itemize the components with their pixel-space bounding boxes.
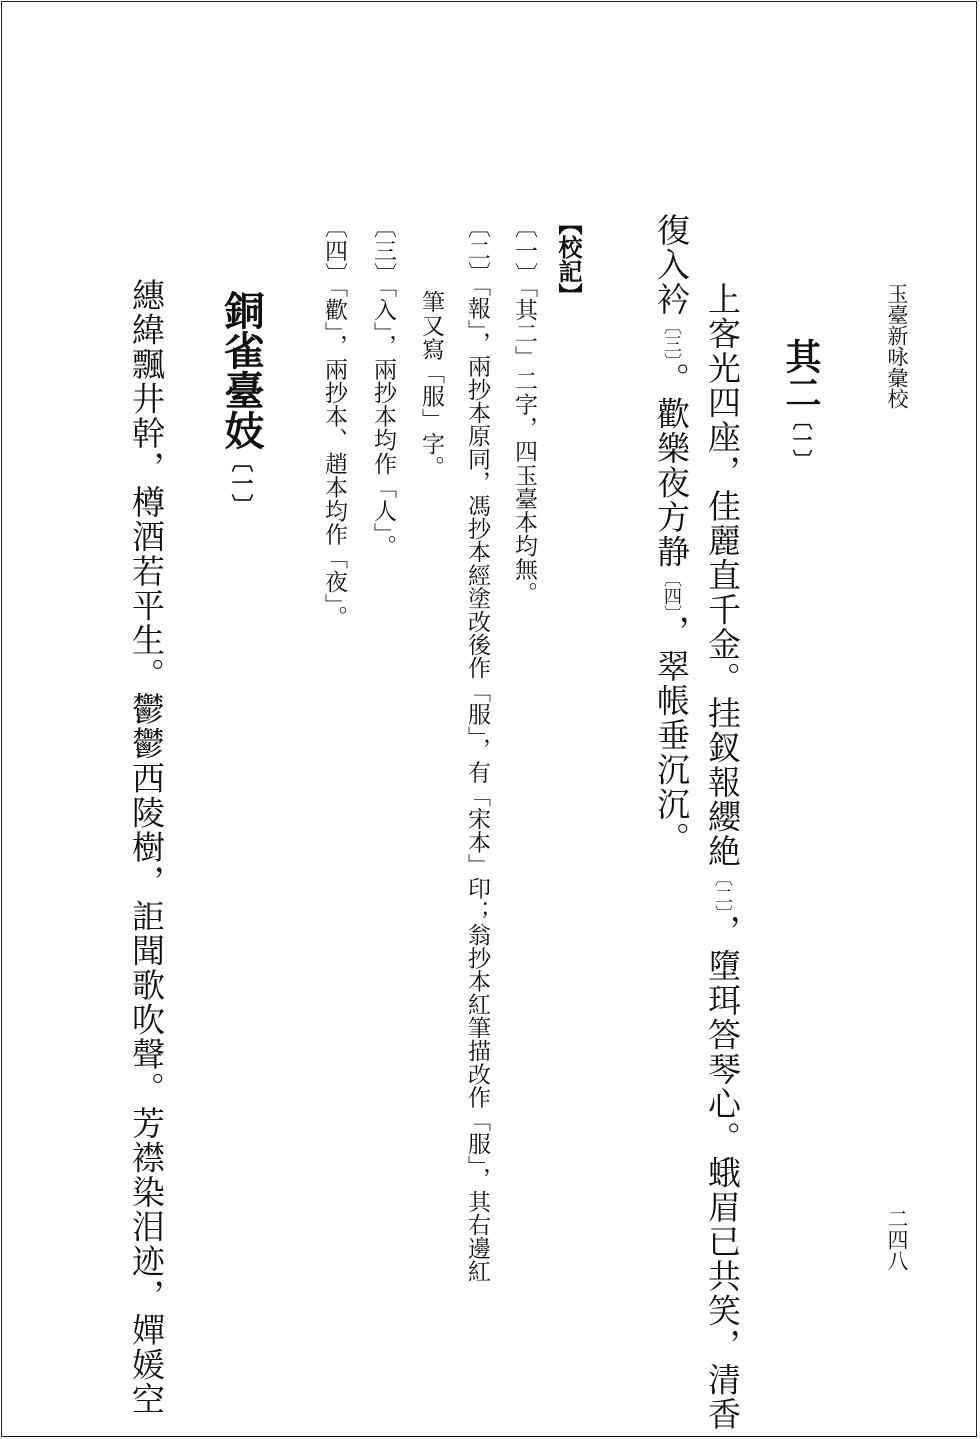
- poem-text-column: [652, 213, 691, 856]
- poem-title: [218, 290, 265, 516]
- poem-line-2b: 。歡樂夜方静: [652, 361, 691, 569]
- poem-text-column: 繐緯飄井幹，樽酒若平生。鬱鬱西陵樹，詎聞歌吹聲。芳襟染泪迹，嬋媛空: [127, 278, 166, 1417]
- poem-title: [780, 338, 822, 470]
- poem-line-1a: 上客光四座，佳麗直千金。挂釵報纓絶: [703, 282, 742, 869]
- collation-note-1: 〔一〕「其二」二字，四玉臺本均無。: [511, 215, 537, 605]
- poem-text-column: [703, 282, 742, 1432]
- running-header-title: 玉臺新咏彙校: [885, 283, 909, 409]
- collation-mark-4: 〔四〕: [661, 568, 682, 615]
- poem-title-note-mark: 〔一〕: [228, 450, 254, 516]
- page-number: 二四八: [885, 1208, 909, 1271]
- poem-line-2c: ，翠帳垂沉沉。: [652, 614, 691, 856]
- collation-mark-3: 〔三〕: [661, 316, 682, 362]
- poem-title-note-mark: 〔一〕: [789, 410, 813, 470]
- poem-line-2a: 復入衿: [652, 213, 691, 317]
- collation-note-3: 〔三〕「入」，兩抄本均作「人」。: [370, 215, 396, 559]
- collation-note-4: 〔四〕「歡」，兩抄本、趙本均作「夜」。: [321, 215, 347, 629]
- collation-mark-2: 〔二〕: [712, 868, 733, 914]
- poem-title-text: 銅雀臺妓: [218, 290, 265, 450]
- collation-note-2: 〔二〕「報」，兩抄本原同，馮抄本經塗改後作「服」，有「宋本」印；翁抄本紅筆描改作「服」，其右邊紅: [464, 215, 490, 1283]
- poem-line-1b: ，墮珥答琴心。蛾眉已共笑，清香: [703, 913, 742, 1432]
- collation-notes-label: 【校記】: [554, 211, 583, 307]
- poem-title-text: 其二: [780, 338, 822, 410]
- collation-note-2-continued: 筆又寫「服」字。: [418, 290, 444, 479]
